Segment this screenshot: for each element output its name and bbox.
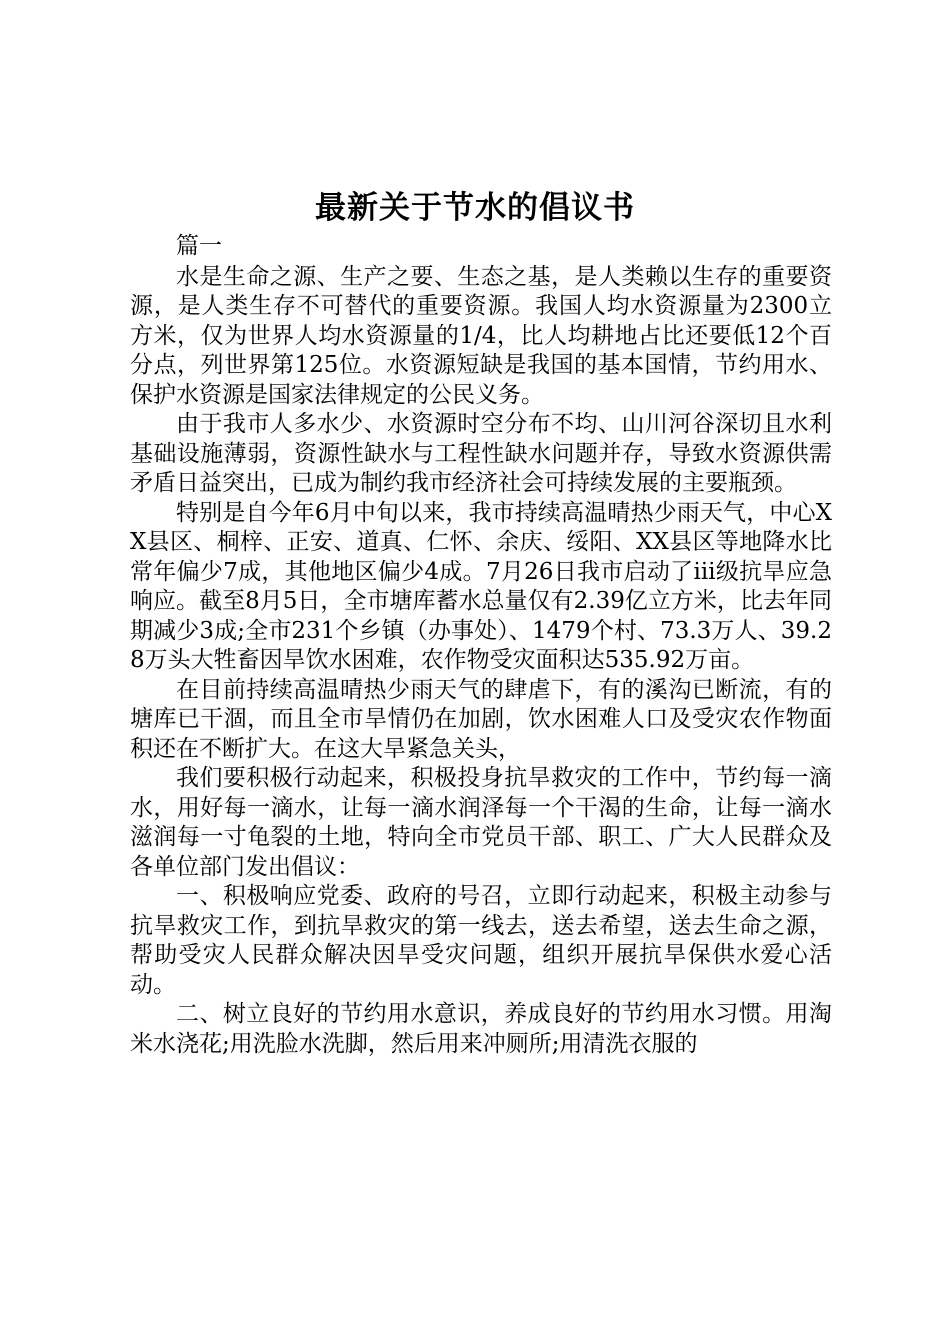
document-title: 最新关于节水的倡议书 [315,190,635,226]
paragraph-drought-status: 特别是自今年6月中旬以来，我市持续高温晴热少雨天气，中心XX县区、桐梓、正安、道真、仁怀、余庆、绥阳、XX县区等地降水比常年偏少7成，其他地区偏少4成。7月26日我市启动了ⅲ级抗旱应急响应。截至8月5日，全市塘库蓄水总量仅有2.39亿立方米，比去年同期减少3成;全市231个乡镇（办事处）、1479个村、73.3万人、39.28万头大牲畜因旱饮水困难，农作物受灾面积达535.92万亩。 [130,499,832,673]
paragraph-local-shortage: 由于我市人多水少、水资源时空分布不均、山川河谷深切且水利基础设施薄弱，资源性缺水与工程性缺水问题并存，导致水资源供需矛盾日益突出，已成为制约我市经济社会可持续发展的主要瓶颈。 [130,411,832,496]
section-label: 篇一 [176,233,222,259]
paragraph-proposal-two: 二、树立良好的节约用水意识，养成良好的节约用水习惯。用淘米水浇花;用洗脸水洗脚，然后用来冲厕所;用清洗衣服的 [130,1001,832,1057]
paragraph-intro: 水是生命之源、生产之要、生态之基，是人类赖以生存的重要资源，是人类生存不可替代的重要资源。我国人均水资源量为2300立方米，仅为世界人均水资源量的1/4，比人均耕地占比还要低12个百分点，列世界第125位。水资源短缺是我国的基本国情，节约用水、保护水资源是国家法律规定的公民义务。 [130,263,832,408]
document-body [130,232,832,1059]
paragraph-proposal-one: 一、积极响应党委、政府的号召，立即行动起来，积极主动参与抗旱救灾工作，到抗旱救灾的第一线去，送去希望，送去生命之源，帮助受灾人民群众解决因旱受灾问题，组织开展抗旱保供水爱心活动。 [130,883,832,998]
paragraph-drought-worsening: 在目前持续高温晴热少雨天气的肆虐下，有的溪沟已断流，有的塘库已干涸，而且全市旱情仍在加剧，饮水困难人口及受灾农作物面积还在不断扩大。在这大旱紧急关头， [130,676,832,762]
paragraph-call-to-action: 我们要积极行动起来，积极投身抗旱救灾的工作中，节约每一滴水，用好每一滴水，让每一滴水润泽每一个干渴的生命，让每一滴水滋润每一寸龟裂的土地，特向全市党员干部、职工、广大人民群众及各单位部门发出倡议： [130,765,832,880]
